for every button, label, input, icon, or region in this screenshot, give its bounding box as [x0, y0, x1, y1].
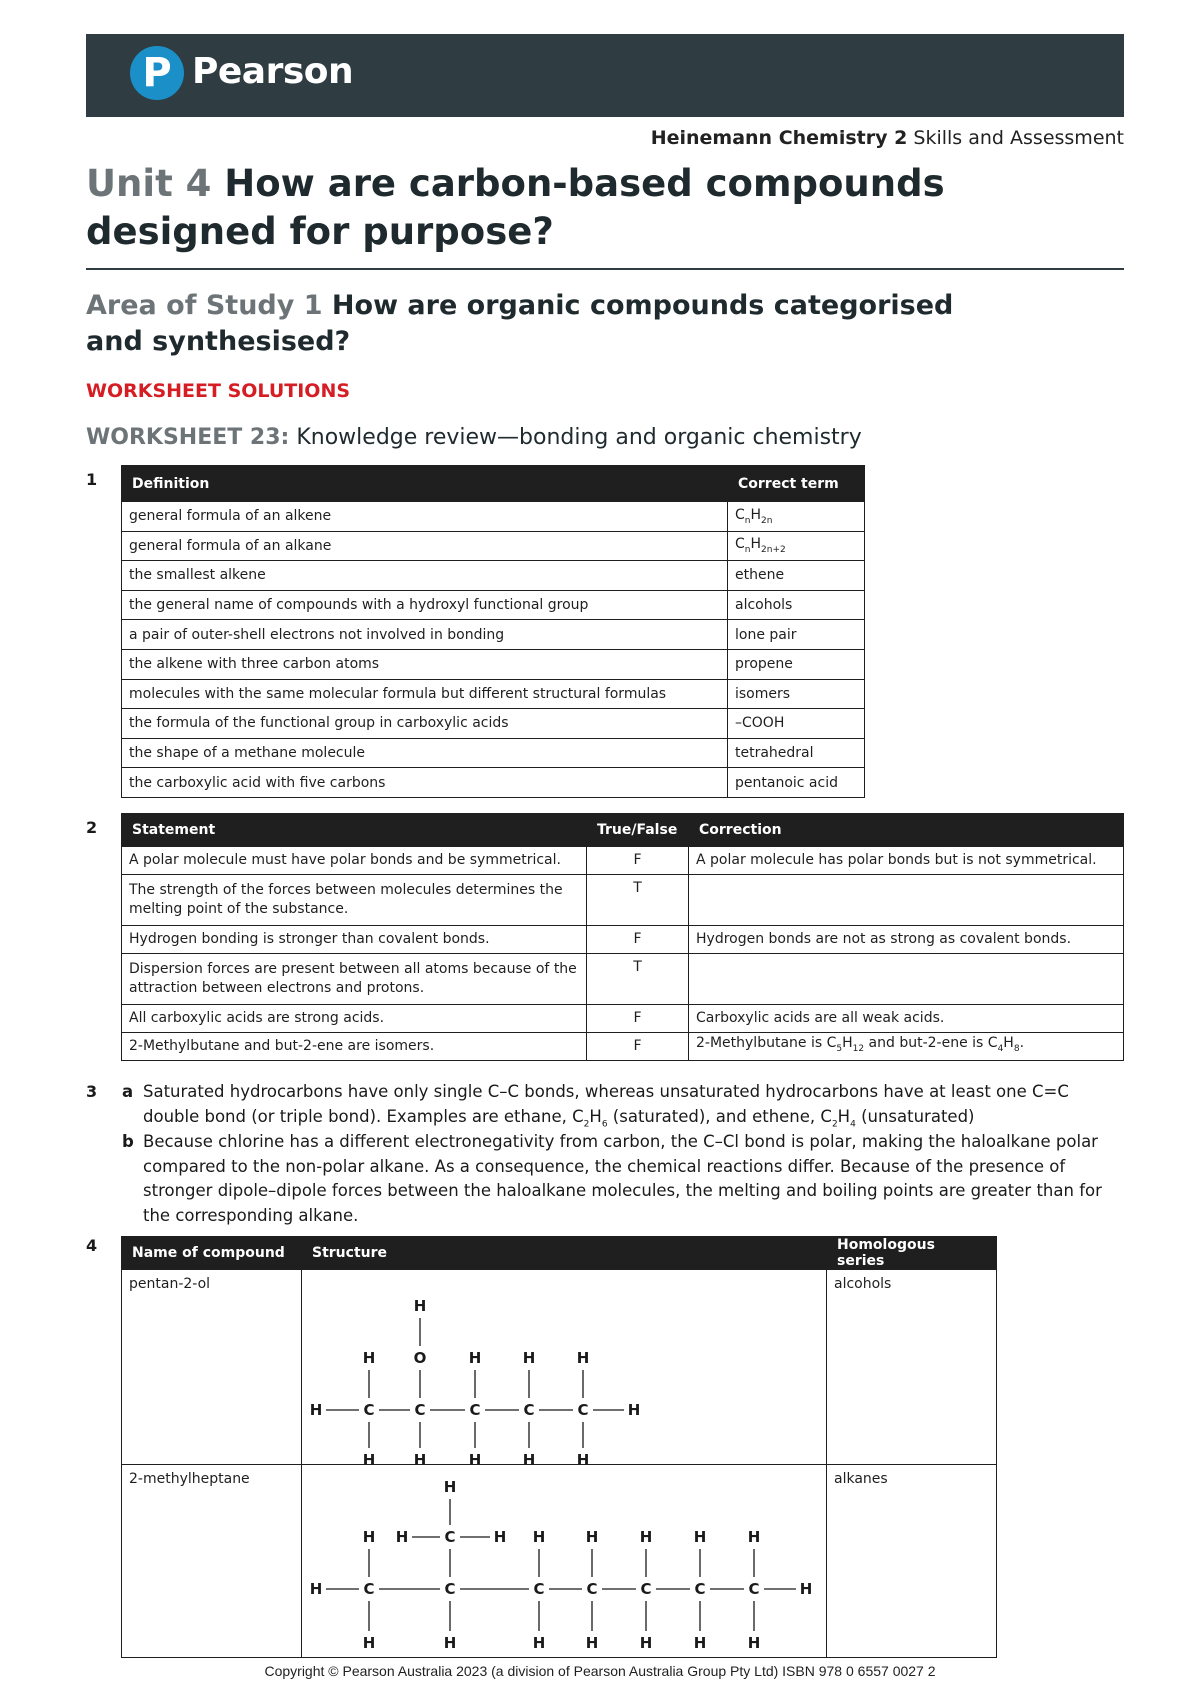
table-row: [122, 738, 865, 768]
table-row: [122, 679, 865, 709]
hydrogen-atom: H: [747, 1634, 761, 1652]
part-a-label: a: [122, 1082, 134, 1101]
definitions-table-body: [122, 502, 865, 798]
true-false-cell: F: [587, 1033, 689, 1061]
table-row: [122, 926, 1124, 954]
true-false-cell: T: [587, 875, 689, 926]
structure-cell: [302, 1270, 827, 1465]
hydrogen-atom: H: [468, 1349, 482, 1367]
correct-term-cell: [728, 531, 865, 561]
definition-cell: the smallest alkene: [122, 561, 728, 591]
column-header-true-false: True/False: [587, 814, 689, 847]
compounds-table: [121, 1236, 997, 1658]
aos-text: How are organic compounds categorised and synthesised?: [86, 290, 954, 357]
table-row: [122, 561, 865, 591]
hydrogen-atom: H: [309, 1580, 323, 1598]
table-row: [122, 768, 865, 798]
hydrogen-atom: H: [522, 1349, 536, 1367]
definition-cell: the carboxylic acid with five carbons: [122, 768, 728, 798]
column-header-correction: Correction: [689, 814, 1124, 847]
column-header-definition: Definition: [122, 466, 728, 502]
subscript: n: [744, 515, 751, 526]
formula-text: C: [735, 536, 745, 553]
question-number-3: 3: [86, 1082, 98, 1101]
unit-title: [86, 160, 1126, 256]
hydrogen-atom: H: [362, 1451, 376, 1464]
hydrogen-atom: H: [799, 1580, 813, 1598]
statement-cell: A polar molecule must have polar bonds and be symmetrical.: [122, 847, 587, 875]
formula-text: (saturated), and ethene, C: [607, 1106, 832, 1126]
formula-text: 2-Methylbutane is C: [696, 1035, 837, 1052]
unit-label: Unit 4: [86, 162, 212, 205]
header-bar: [86, 34, 1124, 117]
unit-text: How are carbon-based compounds designed for purpose?: [86, 162, 945, 253]
hydrogen-atom: H: [443, 1634, 457, 1652]
part-a-answer: [143, 1080, 1125, 1136]
hydrogen-atom: H: [493, 1528, 507, 1546]
correction-cell: A polar molecule has polar bonds but is not symmetrical.: [689, 847, 1124, 875]
hydrogen-atom: H: [532, 1528, 546, 1546]
hydrogen-atom: H: [747, 1528, 761, 1546]
correct-term-cell: alcohols: [728, 590, 865, 620]
carbon-atom: C: [533, 1580, 545, 1598]
hydrogen-atom: H: [522, 1451, 536, 1464]
carbon-atom: C: [694, 1580, 706, 1598]
brand-name: Pearson: [192, 51, 354, 92]
statement-cell: The strength of the forces between molecules determines the melting point of the substance.: [122, 875, 587, 926]
subscript: 8: [1013, 1043, 1020, 1054]
table-row: [122, 502, 865, 532]
hydrogen-atom: H: [576, 1349, 590, 1367]
column-header-name: Name of compound: [122, 1237, 302, 1270]
correction-cell: [689, 954, 1124, 1005]
carbon-atom: C: [363, 1580, 375, 1598]
hydrogen-atom: H: [585, 1528, 599, 1546]
subscript: 2n: [761, 515, 773, 526]
table-row: [122, 620, 865, 650]
column-header-structure: Structure: [302, 1237, 827, 1270]
aos-label: Area of Study 1: [86, 290, 323, 321]
hydrogen-atom: H: [362, 1634, 376, 1652]
table-header-row: [122, 466, 865, 502]
hydrogen-atom: H: [693, 1634, 707, 1652]
hydrogen-atom: H: [468, 1451, 482, 1464]
pentan-2-ol-structure: [302, 1270, 826, 1464]
true-false-table-body: [122, 847, 1124, 1061]
formula-text: (unsaturated): [855, 1106, 975, 1126]
column-header-correct-term: Correct term: [728, 466, 865, 502]
table-row: [122, 1270, 997, 1465]
correct-term-cell: lone pair: [728, 620, 865, 650]
formula-text: H: [842, 1035, 853, 1052]
definition-cell: general formula of an alkane: [122, 531, 728, 561]
subscript: 5: [836, 1043, 843, 1054]
carbon-atom: C: [586, 1580, 598, 1598]
correct-term-cell: isomers: [728, 679, 865, 709]
true-false-table: [121, 813, 1124, 1061]
logo-letter: P: [142, 50, 172, 96]
subscript: 2n+2: [761, 545, 786, 556]
statement-cell: Hydrogen bonding is stronger than covalent bonds.: [122, 926, 587, 954]
hydrogen-atom: H: [395, 1528, 409, 1546]
definitions-table: [121, 465, 865, 798]
correction-cell: [689, 875, 1124, 926]
hydrogen-atom: H: [309, 1401, 323, 1419]
table-row: [122, 709, 865, 739]
hydrogen-atom: H: [639, 1634, 653, 1652]
correct-term-cell: tetrahedral: [728, 738, 865, 768]
statement-cell: All carboxylic acids are strong acids.: [122, 1005, 587, 1033]
true-false-cell: F: [587, 1005, 689, 1033]
statement-cell: Dispersion forces are present between all atoms because of the attraction between electrons and protons.: [122, 954, 587, 1005]
book-title-rest: Skills and Assessment: [907, 127, 1124, 149]
correct-term-cell: –COOH: [728, 709, 865, 739]
hydrogen-atom: H: [585, 1634, 599, 1652]
hydrogen-atom: H: [362, 1528, 376, 1546]
definition-cell: the shape of a methane molecule: [122, 738, 728, 768]
structure-cell: [302, 1465, 827, 1658]
worksheet-text: Knowledge review—bonding and organic chemistry: [289, 425, 862, 450]
correction-cell: [689, 1033, 1124, 1061]
pearson-logo-icon: [130, 46, 184, 100]
carbon-atom: C: [444, 1580, 456, 1598]
question-number-2: 2: [86, 818, 98, 837]
formula-text: C: [735, 506, 745, 523]
homologous-series: alkanes: [827, 1465, 997, 1658]
table-row: [122, 875, 1124, 926]
compound-name: 2-methylheptane: [122, 1465, 302, 1658]
table-row: [122, 1005, 1124, 1033]
formula-text: H: [750, 506, 762, 523]
question-number-4: 4: [86, 1236, 98, 1255]
true-false-cell: F: [587, 926, 689, 954]
definition-cell: a pair of outer-shell electrons not involved in bonding: [122, 620, 728, 650]
title-divider: [86, 268, 1124, 270]
definition-cell: the alkene with three carbon atoms: [122, 649, 728, 679]
carbon-atom: C: [469, 1401, 481, 1419]
oxygen-atom: O: [413, 1349, 427, 1367]
book-title: [651, 127, 1124, 149]
carbon-atom: C: [414, 1401, 426, 1419]
question-number-1: 1: [86, 470, 98, 489]
table-row: [122, 590, 865, 620]
correct-term-cell: propene: [728, 649, 865, 679]
table-row: [122, 1465, 997, 1658]
carbon-atom: C: [523, 1401, 535, 1419]
hydrogen-atom: H: [576, 1451, 590, 1464]
copyright-footer: Copyright © Pearson Australia 2023 (a division of Pearson Australia Group Pty Ltd) ISBN 978 0 6557 0027 2: [264, 1663, 936, 1679]
hydrogen-atom: H: [627, 1401, 641, 1419]
hydrogen-atom: H: [639, 1528, 653, 1546]
worksheet-title: [86, 425, 862, 450]
hydrogen-atom: H: [532, 1634, 546, 1652]
table-row: [122, 954, 1124, 1005]
table-row: [122, 1033, 1124, 1061]
statement-cell: 2-Methylbutane and but-2-ene are isomers.: [122, 1033, 587, 1061]
table-row: [122, 531, 865, 561]
subscript: n: [744, 545, 751, 556]
table-row: [122, 847, 1124, 875]
column-header-statement: Statement: [122, 814, 587, 847]
correct-term-cell: [728, 502, 865, 532]
hydrogen-atom: H: [443, 1478, 457, 1496]
formula-text: H: [1003, 1035, 1014, 1052]
correct-term-cell: ethene: [728, 561, 865, 591]
carbon-atom: C: [363, 1401, 375, 1419]
subscript: 4: [997, 1043, 1004, 1054]
homologous-series: alcohols: [827, 1270, 997, 1465]
worksheet-solutions-label: WORKSHEET SOLUTIONS: [86, 380, 351, 402]
subscript: 6: [601, 1118, 608, 1129]
table-header-row: [122, 814, 1124, 847]
worksheet-label: WORKSHEET 23:: [86, 425, 290, 450]
correct-term-cell: pentanoic acid: [728, 768, 865, 798]
subscript: 2: [583, 1118, 590, 1129]
area-of-study-title: [86, 288, 986, 360]
formula-text: H: [589, 1106, 602, 1126]
column-header-homologous-series: Homologous series: [827, 1237, 997, 1270]
definition-cell: the formula of the functional group in carboxylic acids: [122, 709, 728, 739]
formula-text: H: [837, 1106, 851, 1126]
hydrogen-atom: H: [362, 1349, 376, 1367]
subscript: 12: [852, 1043, 865, 1054]
carbon-atom: C: [444, 1528, 456, 1546]
carbon-atom: C: [640, 1580, 652, 1598]
carbon-atom: C: [577, 1401, 589, 1419]
hydrogen-atom: H: [413, 1451, 427, 1464]
2-methylheptane-structure: [302, 1465, 826, 1657]
subscript: 4: [850, 1118, 856, 1129]
formula-text: H: [750, 536, 762, 553]
part-b-answer: Because chlorine has a different electronegativity from carbon, the C–Cl bond is polar, making the haloalkane polar compared to the non-polar alkane. As a consequence, the chemical reactions differ. Because of the presence of stronger dipole–dipole forces between the haloalkane molecules, the melting and boiling points are greater than for the corresponding alkane.: [143, 1132, 1102, 1225]
book-title-bold: Heinemann Chemistry 2: [650, 127, 908, 149]
formula-text: and but-2-ene is C: [864, 1035, 998, 1052]
subscript: 2: [831, 1118, 838, 1129]
table-header-row: [122, 1237, 997, 1270]
definition-cell: molecules with the same molecular formula but different structural formulas: [122, 679, 728, 709]
hydrogen-atom: H: [413, 1297, 427, 1315]
table-row: [122, 649, 865, 679]
carbon-atom: C: [748, 1580, 760, 1598]
part-b-label: b: [122, 1132, 134, 1151]
compound-name: pentan-2-ol: [122, 1270, 302, 1465]
formula-text: .: [1019, 1035, 1025, 1052]
definition-cell: general formula of an alkene: [122, 502, 728, 532]
formula-text: Saturated hydrocarbons have only single C–C bonds, whereas unsaturated hydrocarbons have at least one C=C double bond (or triple bond). Examples are ethane, C: [143, 1082, 1069, 1126]
true-false-cell: T: [587, 954, 689, 1005]
correction-cell: Carboxylic acids are all weak acids.: [689, 1005, 1124, 1033]
definition-cell: the general name of compounds with a hydroxyl functional group: [122, 590, 728, 620]
true-false-cell: F: [587, 847, 689, 875]
hydrogen-atom: H: [693, 1528, 707, 1546]
correction-cell: Hydrogen bonds are not as strong as covalent bonds.: [689, 926, 1124, 954]
